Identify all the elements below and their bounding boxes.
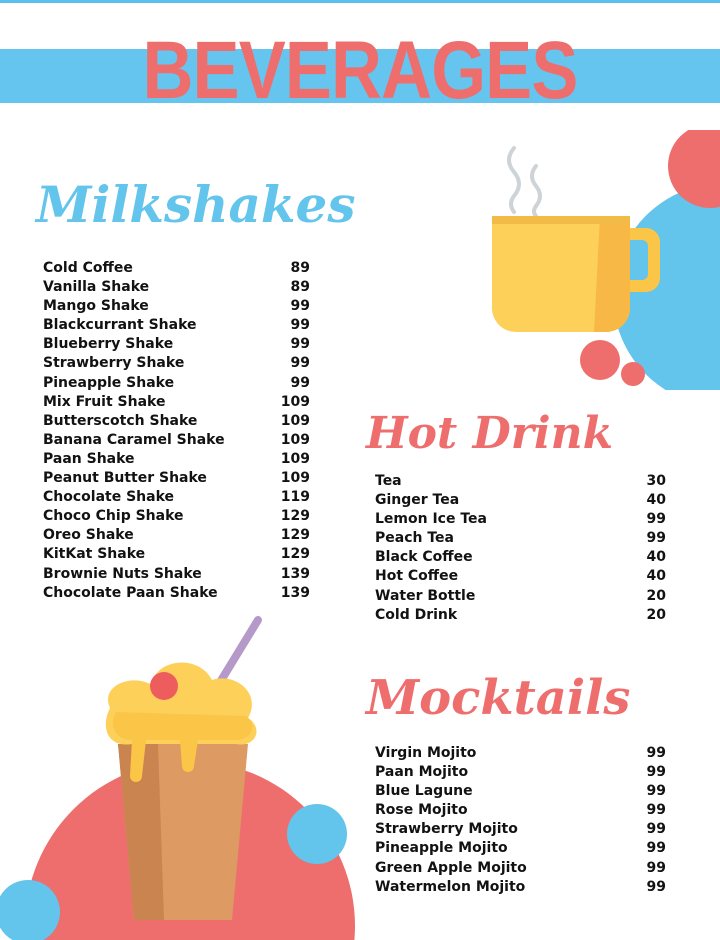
item-name: Chocolate Paan Shake (43, 584, 218, 601)
item-name: Blueberry Shake (43, 336, 174, 353)
item-name: KitKat Shake (43, 546, 146, 563)
item-price: 139 (280, 565, 310, 582)
menu-item (375, 859, 666, 878)
item-name: Oreo Shake (43, 527, 134, 544)
item-price: 99 (646, 859, 666, 876)
menu-item (375, 801, 666, 820)
menu-item (43, 450, 310, 469)
item-price: 99 (646, 878, 666, 895)
top-accent-line (0, 0, 720, 3)
menu-item (375, 744, 666, 763)
menu-item (43, 526, 310, 545)
menu-item (43, 259, 310, 278)
menu-item (375, 763, 666, 782)
menu-item (43, 297, 310, 316)
item-name: Cold Drink (375, 606, 458, 623)
item-price: 99 (646, 745, 666, 761)
menu-item (43, 584, 310, 603)
item-price: 139 (280, 584, 310, 601)
item-price: 89 (290, 260, 310, 276)
item-name: Vanilla Shake (43, 279, 150, 296)
item-price: 99 (646, 530, 666, 547)
menu-item (43, 431, 310, 450)
item-name: Rose Mojito (375, 802, 468, 819)
item-name: Paan Shake (43, 450, 135, 467)
item-price: 20 (646, 587, 666, 604)
menu-item (375, 529, 666, 548)
section-title-milkshakes: Milkshakes (36, 175, 356, 234)
menu-item (375, 839, 666, 858)
item-name: Lemon Ice Tea (375, 511, 487, 528)
hot-cup-icon (480, 130, 720, 390)
item-price: 109 (280, 470, 310, 487)
item-name: Watermelon Mojito (375, 878, 526, 895)
item-price: 99 (646, 511, 666, 528)
menu-item (43, 316, 310, 335)
item-name: Hot Coffee (375, 568, 459, 585)
item-price: 119 (280, 489, 310, 506)
item-name: Tea (375, 473, 402, 489)
menu-item (375, 491, 666, 510)
item-name: Brownie Nuts Shake (43, 565, 202, 582)
item-price: 99 (646, 783, 666, 800)
menu-item (375, 548, 666, 567)
menu-item (375, 510, 666, 529)
menu-item (43, 565, 310, 584)
menu-item (375, 878, 666, 897)
item-name: Water Bottle (375, 587, 476, 604)
item-name: Choco Chip Shake (43, 508, 184, 525)
menu-item (43, 374, 310, 393)
item-price: 109 (280, 393, 310, 410)
item-price: 99 (290, 298, 310, 315)
menu-item (375, 782, 666, 801)
item-price: 99 (646, 802, 666, 819)
item-name: Strawberry Shake (43, 355, 185, 372)
menu-item (43, 412, 310, 431)
item-name: Green Apple Mojito (375, 859, 527, 876)
item-name: Virgin Mojito (375, 745, 477, 761)
menu-item (43, 278, 310, 297)
item-name: Peach Tea (375, 530, 454, 547)
item-price: 20 (646, 606, 666, 623)
item-price: 129 (280, 546, 310, 563)
item-price: 129 (280, 508, 310, 525)
item-name: Blackcurrant Shake (43, 317, 197, 334)
item-price: 109 (280, 450, 310, 467)
item-price: 109 (280, 431, 310, 448)
item-price: 99 (290, 374, 310, 391)
menu-item (375, 820, 666, 839)
menu-item (43, 488, 310, 507)
item-price: 30 (646, 473, 666, 489)
menu-item (375, 472, 666, 491)
section-title-mocktails: Mocktails (366, 670, 631, 726)
item-price: 109 (280, 412, 310, 429)
item-name: Butterscotch Shake (43, 412, 198, 429)
menu-item (375, 567, 666, 586)
milkshakes-menu-list (43, 259, 310, 603)
page-title: BEVERAGES (142, 25, 578, 116)
item-price: 99 (290, 317, 310, 334)
item-name: Peanut Butter Shake (43, 470, 207, 487)
item-price: 40 (646, 549, 666, 566)
item-price: 99 (646, 821, 666, 838)
menu-item (43, 545, 310, 564)
item-name: Pineapple Shake (43, 374, 175, 391)
menu-item (375, 606, 666, 625)
menu-item (43, 469, 310, 488)
menu-item (43, 335, 310, 354)
item-price: 129 (280, 527, 310, 544)
item-name: Cold Coffee (43, 260, 133, 276)
item-price: 40 (646, 568, 666, 585)
menu-item (43, 393, 310, 412)
menu-item (375, 587, 666, 606)
menu-item (43, 507, 310, 526)
item-name: Banana Caramel Shake (43, 431, 225, 448)
item-name: Chocolate Shake (43, 489, 175, 506)
item-price: 99 (290, 336, 310, 353)
item-name: Mango Shake (43, 298, 149, 315)
item-price: 40 (646, 492, 666, 509)
item-name: Black Coffee (375, 549, 473, 566)
menu-item (43, 354, 310, 373)
item-price: 89 (290, 279, 310, 296)
item-name: Strawberry Mojito (375, 821, 518, 838)
item-name: Paan Mojito (375, 764, 469, 781)
item-price: 99 (290, 355, 310, 372)
hot-drink-menu-list (375, 472, 666, 625)
item-name: Ginger Tea (375, 492, 460, 509)
item-price: 99 (646, 764, 666, 781)
section-title-hot-drink: Hot Drink (366, 408, 614, 459)
item-name: Blue Lagune (375, 783, 473, 800)
milkshake-icon (0, 616, 360, 940)
mocktails-menu-list (375, 744, 666, 897)
item-price: 99 (646, 840, 666, 857)
item-name: Pineapple Mojito (375, 840, 508, 857)
item-name: Mix Fruit Shake (43, 393, 166, 410)
